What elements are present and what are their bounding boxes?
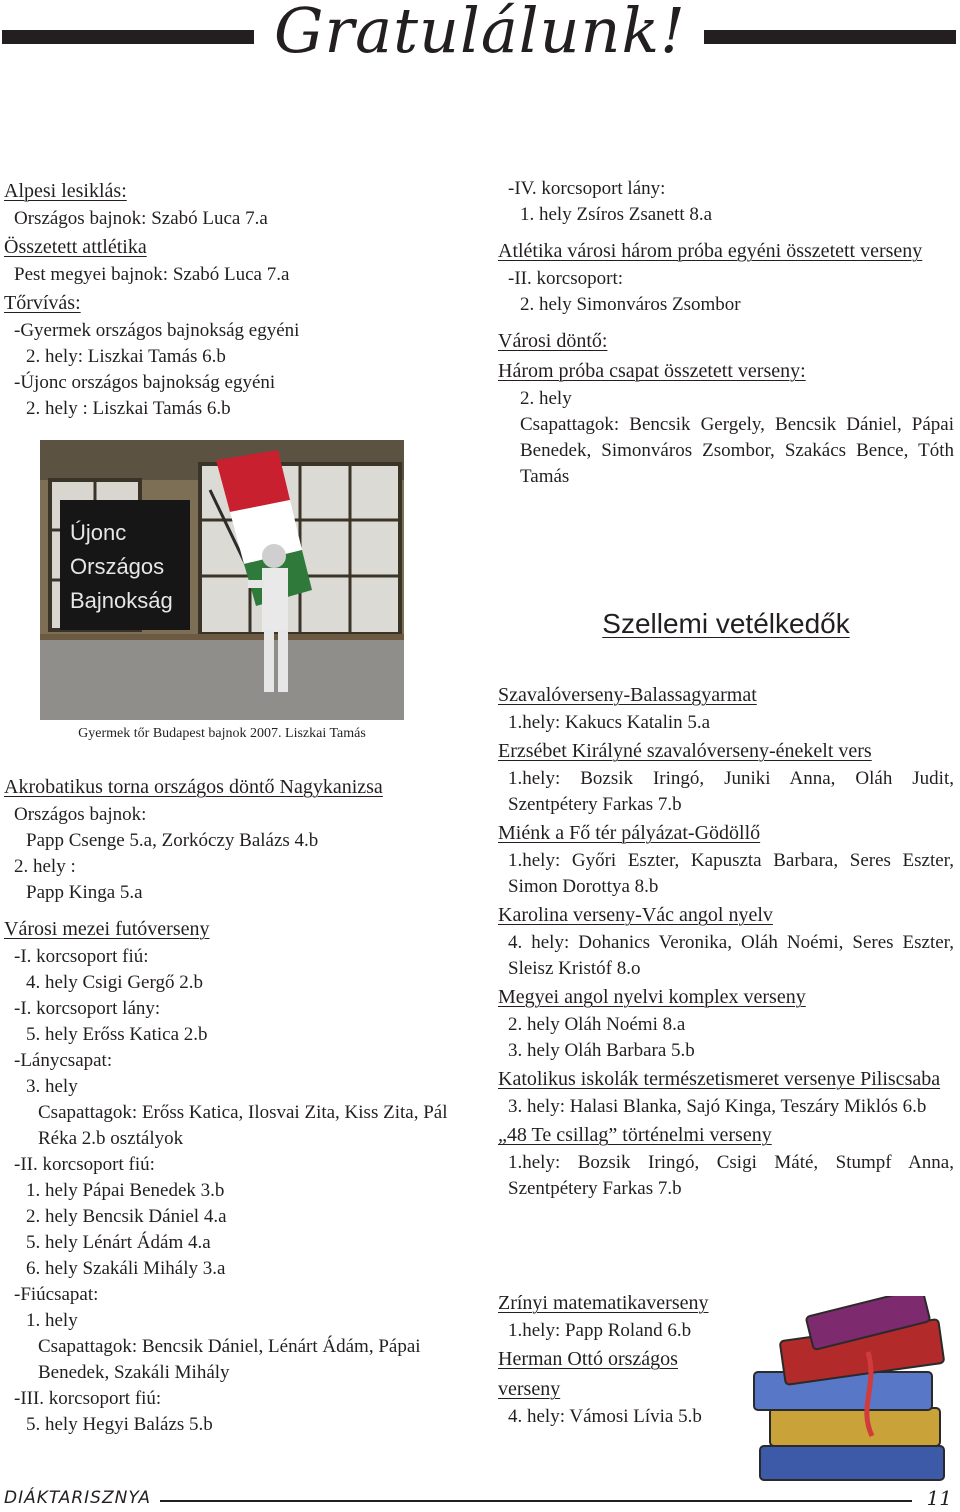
section-heading: Karolina verseny-Vác angol nyelv xyxy=(498,904,773,926)
photo-caption: Gyermek tőr Budapest bajnok 2007. Liszkai Tamás xyxy=(78,726,366,741)
entry-line: 4. hely Csigi Gergő 2.b xyxy=(26,972,203,993)
section-heading: Erzsébet Királyné szavalóverseny-énekelt vers xyxy=(498,740,872,762)
section-heading: Szavalóverseny-Balassagyarmat xyxy=(498,684,757,706)
entry-line: 1.hely: Papp Roland 6.b xyxy=(508,1320,692,1341)
spacer xyxy=(498,318,954,326)
entry-line: 3. hely: Halasi Blanka, Sajó Kinga, Teszáry Miklós 6.b xyxy=(508,1096,927,1117)
entry-line: -Gyermek országos bajnokság egyéni xyxy=(14,320,300,341)
entry-line: -II. korcsoport: xyxy=(508,268,624,289)
section-heading: Miénk a Fő tér pályázat-Gödöllő xyxy=(498,822,761,844)
footer-logo: DIÁKTARISZNYA xyxy=(4,1488,152,1508)
entry-line: 1.hely: Bozsik Iringó, Juniki Anna, Oláh Judit, Szentpétery Farkas 7.b xyxy=(508,768,954,815)
entry-line: Csapattagok: Bencsik Gergely, Bencsik Dániel, Pápai Benedek, Simonváros Zsombor, Szakács Bence, Tóth Tamás xyxy=(520,414,954,487)
entry-line: -I. korcsoport lány: xyxy=(14,998,161,1019)
entry-line: Csapattagok: Erőss Katica, Ilosvai Zita, Kiss Zita, Pál Réka 2.b osztályok xyxy=(38,1102,448,1149)
entry-line: 4. hely: Dohanics Veronika, Oláh Noémi, Seres Eszter, Sleisz Kristóf 8.o xyxy=(508,932,954,979)
entry-line: Országos bajnok: xyxy=(14,804,147,825)
entry-line: Csapattagok: Bencsik Dániel, Lénárt Ádám, Pápai Benedek, Szakáli Mihály xyxy=(38,1336,421,1383)
entry-line: Papp Csenge 5.a, Zorkóczy Balázs 4.b xyxy=(26,830,319,851)
spacer xyxy=(498,228,954,236)
header-rule-right xyxy=(704,30,956,44)
section-heading: Városi mezei futóverseny xyxy=(4,918,210,940)
entry-line: Pest megyei bajnok: Szabó Luca 7.a xyxy=(14,264,290,285)
entry-line: -Lánycsapat: xyxy=(14,1050,113,1071)
entry-line: 2. hely Oláh Noémi 8.a xyxy=(508,1014,686,1035)
entry-line: 1.hely: Bozsik Iringó, Csigi Máté, Stumpf Anna, Szentpétery Farkas 7.b xyxy=(508,1152,954,1199)
entry-line: 4. hely: Vámosi Lívia 5.b xyxy=(508,1406,702,1427)
banner-line-3: Bajnokság xyxy=(70,588,173,613)
section-heading: Megyei angol nyelvi komplex verseny xyxy=(498,986,806,1008)
entry-line: 2. hely : Liszkai Tamás 6.b xyxy=(26,398,231,419)
entry-line: 3. hely xyxy=(26,1076,78,1097)
page-title: Gratulálunk! xyxy=(274,0,686,67)
header-rule-left xyxy=(2,30,254,44)
right-column-top xyxy=(498,176,954,490)
section-title: Szellemi vetélkedők xyxy=(602,608,850,639)
entry-line: 1.hely: Győri Eszter, Kapuszta Barbara, Seres Eszter, Simon Dorottya 8.b xyxy=(508,850,954,897)
section-heading: Akrobatikus torna országos döntő Nagykanizsa xyxy=(4,776,383,798)
section-heading: Három próba csapat összetett verseny: xyxy=(498,360,806,382)
entry-line: -Fiúcsapat: xyxy=(14,1284,99,1305)
entry-line: 5. hely Erőss Katica 2.b xyxy=(26,1024,208,1045)
entry-line: 2. hely : xyxy=(14,856,76,877)
entry-line: Országos bajnok: Szabó Luca 7.a xyxy=(14,208,268,229)
entry-line: 3. hely Oláh Barbara 5.b xyxy=(508,1040,695,1061)
books-icon xyxy=(748,1296,956,1492)
section-heading: Herman Ottó országos verseny xyxy=(498,1348,678,1400)
entry-line: 2. hely: Liszkai Tamás 6.b xyxy=(26,346,226,367)
section-heading: Zrínyi matematikaverseny xyxy=(498,1292,709,1314)
entry-line: 1. hely Zsíros Zsanett 8.a xyxy=(520,204,713,225)
entry-line: -Újonc országos bajnokság egyéni xyxy=(14,372,276,393)
right-column-bottom xyxy=(498,1288,744,1430)
left-column-top xyxy=(4,176,474,422)
section-heading: Városi döntő: xyxy=(498,330,608,352)
entry-line: -IV. korcsoport lány: xyxy=(508,178,666,199)
entry-line: 1.hely: Kakucs Katalin 5.a xyxy=(508,712,711,733)
entry-line: 5. hely Hegyi Balázs 5.b xyxy=(26,1414,213,1435)
entry-line: 2. hely xyxy=(520,388,572,409)
banner-line-1: Újonc xyxy=(70,520,127,545)
entry-line: -I. korcsoport fiú: xyxy=(14,946,149,967)
entry-line: -III. korcsoport fiú: xyxy=(14,1388,162,1409)
fencing-photo xyxy=(40,440,404,720)
spacer xyxy=(4,906,474,914)
entry-line: 2. hely Simonváros Zsombor xyxy=(520,294,741,315)
entry-line: -II. korcsoport fiú: xyxy=(14,1154,155,1175)
entry-line: 2. hely Bencsik Dániel 4.a xyxy=(26,1206,227,1227)
entry-line: 6. hely Szakáli Mihály 3.a xyxy=(26,1258,226,1279)
section-heading: Atlétika városi három próba egyéni összetett verseny xyxy=(498,240,923,262)
banner-line-2: Országos xyxy=(70,554,165,579)
section-heading: Katolikus iskolák természetismeret versenye Piliscsaba xyxy=(498,1068,941,1090)
entry-line: Papp Kinga 5.a xyxy=(26,882,143,903)
left-column-bottom xyxy=(4,772,474,1438)
section-heading: „48 Te csillag” történelmi verseny xyxy=(498,1124,772,1146)
footer-rule xyxy=(160,1500,912,1502)
right-column-middle xyxy=(498,680,954,1202)
entry-line: 1. hely xyxy=(26,1310,78,1331)
section-heading: Összetett attlétika xyxy=(4,236,147,258)
banner-text xyxy=(70,516,173,618)
page-number: 11 xyxy=(926,1486,952,1510)
section-heading: Tőrvívás: xyxy=(4,292,81,314)
entry-line: 5. hely Lénárt Ádám 4.a xyxy=(26,1232,211,1253)
section-heading: Alpesi lesiklás: xyxy=(4,180,127,202)
entry-line: 1. hely Pápai Benedek 3.b xyxy=(26,1180,225,1201)
